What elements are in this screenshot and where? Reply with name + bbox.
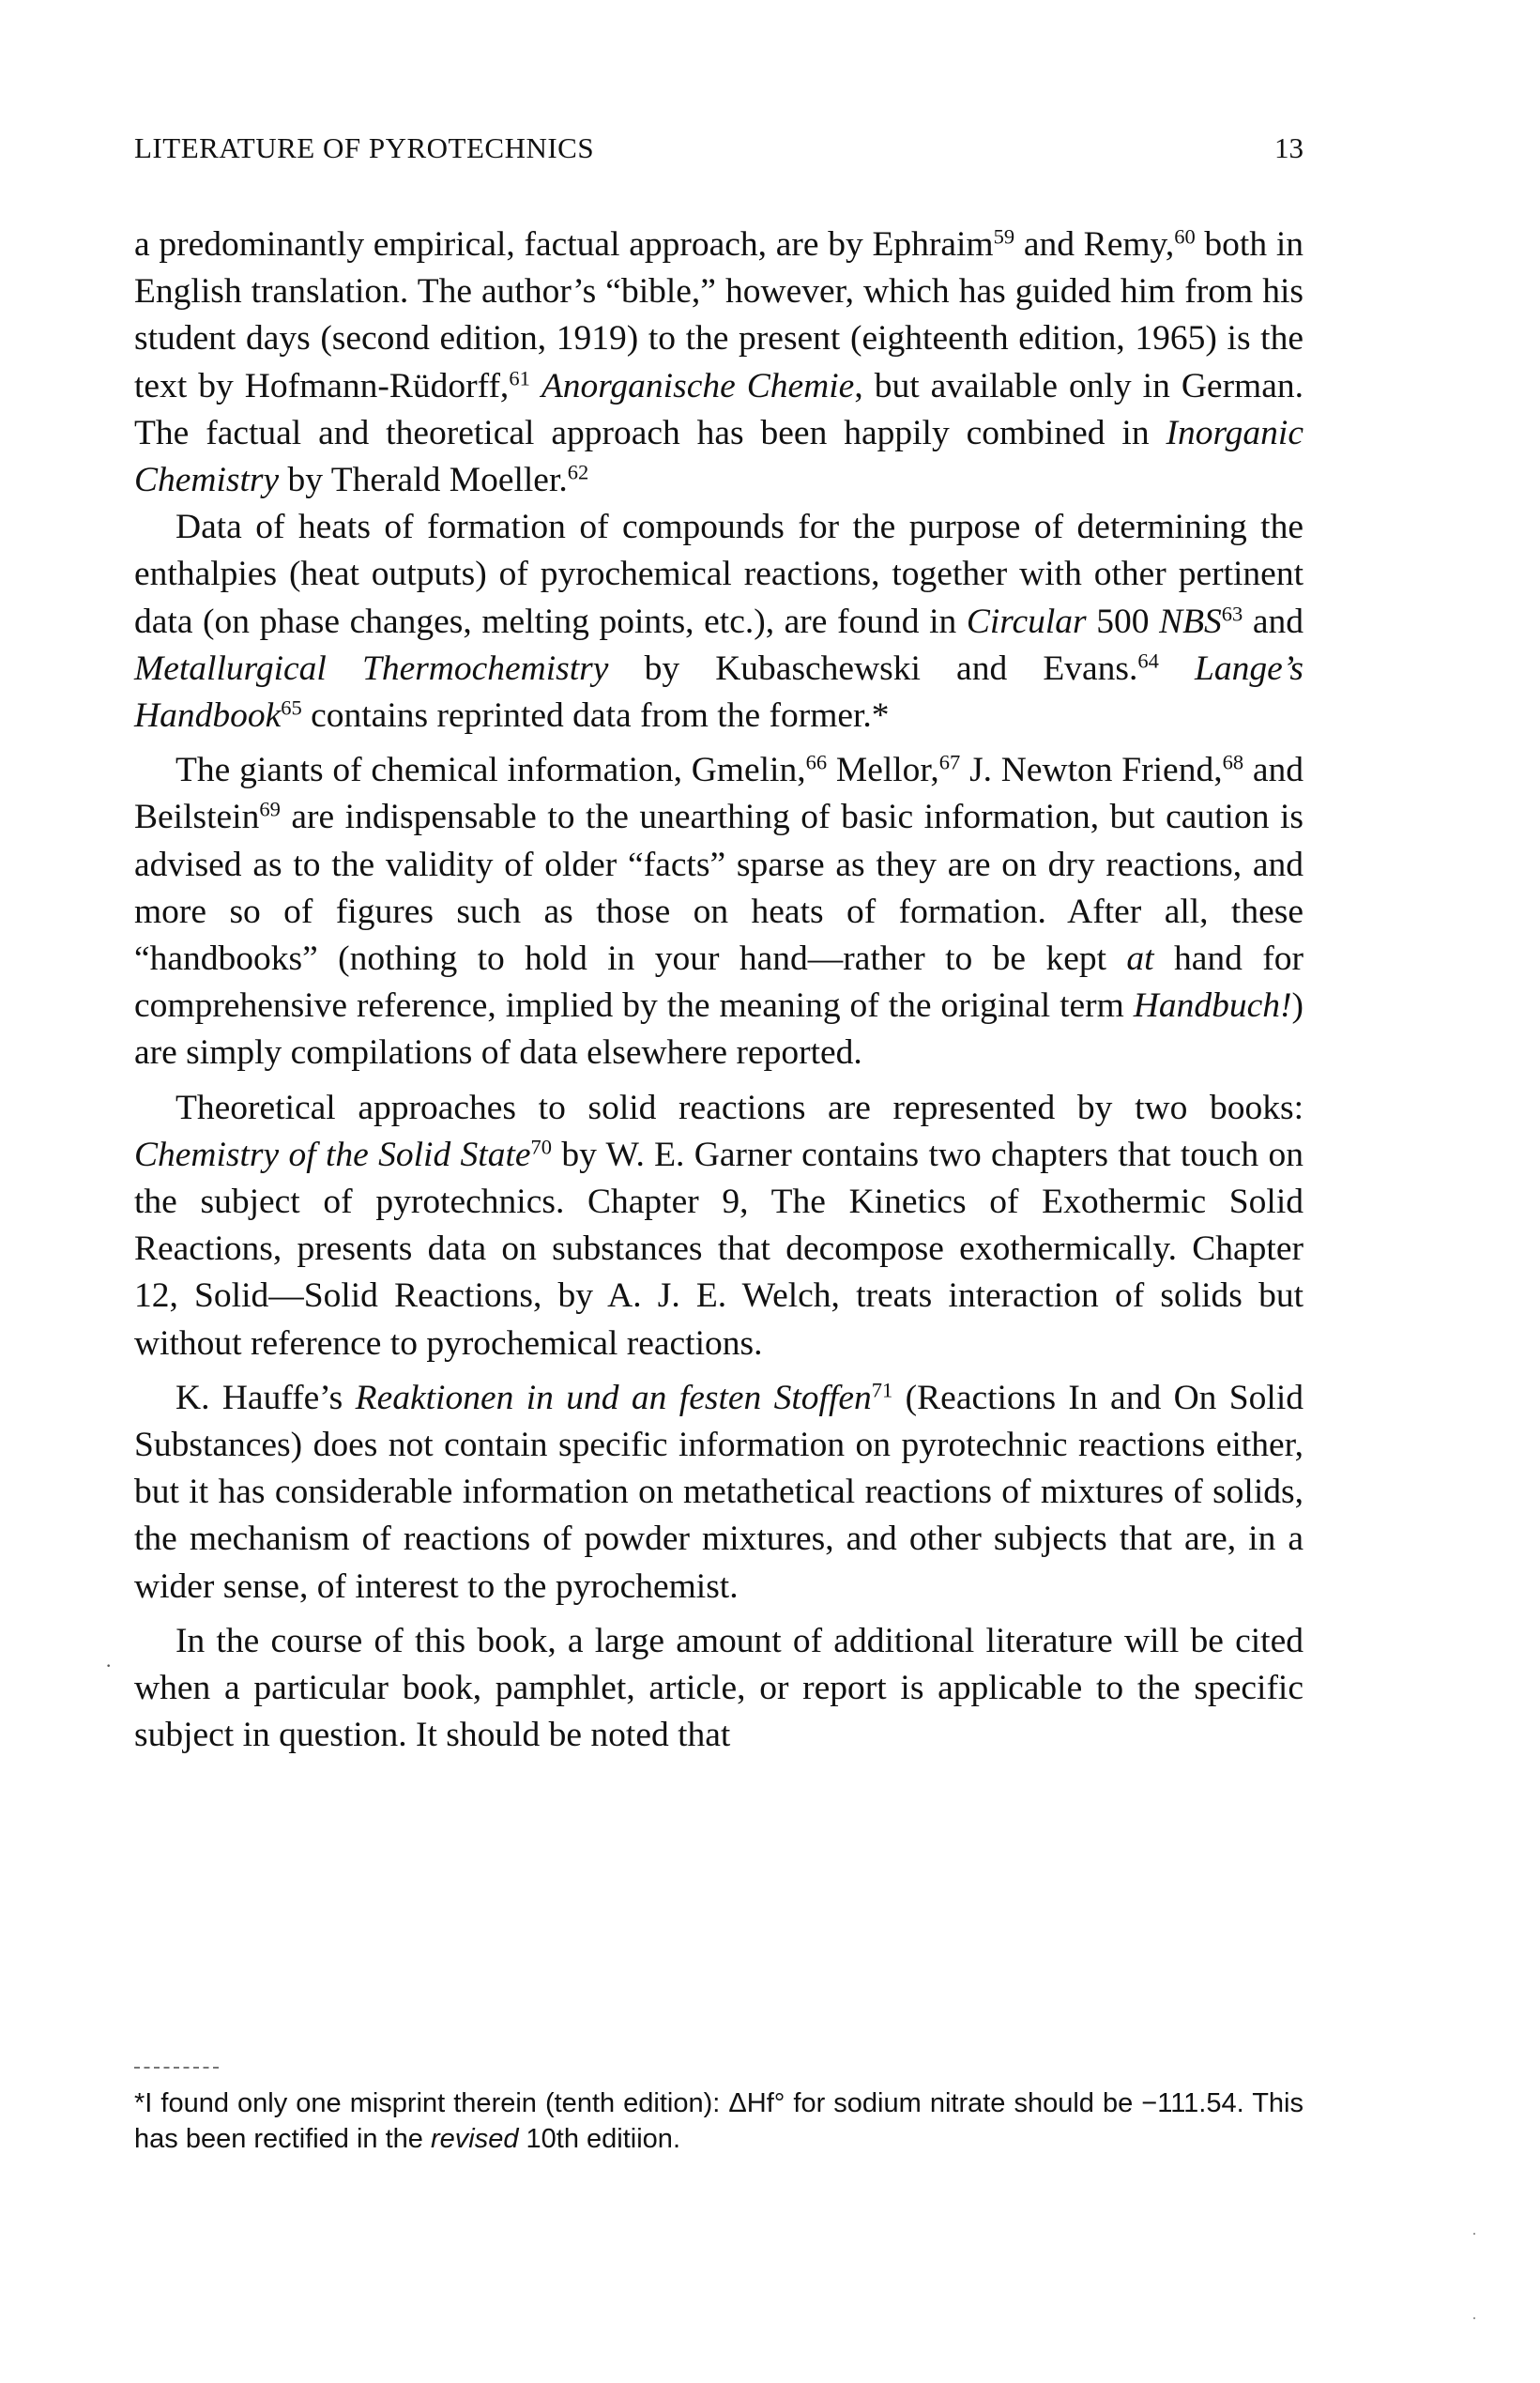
text-span: ) are simply compilations of data elsewhere reported. bbox=[134, 986, 1304, 1073]
reference-superscript: 66 bbox=[805, 750, 828, 774]
text-span: In the course of this book, a large amount of additional literature will be cited when a particular book, pamphlet, article, or report is applicable to the specific subject in question. It should be noted that bbox=[134, 1621, 1304, 1755]
text-span: are indispensable to the unearthing of basic information, but caution is advised as to the validity of older “facts” sparse as they are on dry reactions, and more so of figures such as those on heats of formation. After all, these “handbooks” (nothing to hold in your hand—rather to be kept bbox=[134, 798, 1304, 979]
margin-mark: · bbox=[105, 1654, 113, 1677]
emphasis: at bbox=[1126, 939, 1154, 979]
emphasis: revised bbox=[430, 2124, 519, 2154]
book-title: Chemistry of the Solid State bbox=[134, 1135, 531, 1174]
text-span: by Kubaschewski and Evans. bbox=[608, 649, 1138, 688]
book-title: Circular bbox=[966, 602, 1087, 641]
reference-superscript: 69 bbox=[259, 798, 281, 822]
reference-superscript: 61 bbox=[509, 366, 530, 390]
text-span: K. Hauffe’s bbox=[175, 1378, 356, 1417]
text-span: by Therald Moeller. bbox=[279, 461, 568, 500]
text-span: The giants of chemical information, Gmelin, bbox=[175, 751, 806, 790]
footnote-text: *I found only one misprint therein (tenth edition): ΔHf° for sodium nitrate should be −111.54. This has been rectified in the bbox=[134, 2088, 1304, 2154]
reference-superscript: 70 bbox=[530, 1135, 553, 1159]
text-span: contains reprinted data from the former.* bbox=[301, 696, 890, 736]
paragraph-1 bbox=[134, 221, 1304, 504]
text-span: and bbox=[1243, 602, 1304, 641]
paragraph-4 bbox=[134, 1085, 1304, 1367]
reference-superscript: 67 bbox=[938, 750, 961, 774]
reference-superscript: 68 bbox=[1222, 750, 1244, 774]
text-span: , but available only in German. The factual and theoretical approach has been happily combined in bbox=[134, 366, 1304, 452]
scan-artifact: · bbox=[1471, 2224, 1477, 2243]
book-title: NBS bbox=[1159, 602, 1222, 641]
book-title: Inorganic Chemistry bbox=[134, 413, 1304, 500]
emphasis: Handbuch! bbox=[1133, 986, 1292, 1026]
paragraph-6 bbox=[134, 1618, 1304, 1760]
book-title: Metallurgical Thermochemistry bbox=[134, 649, 609, 688]
text-span: a predominantly empirical, factual approach, are by Ephraim bbox=[134, 225, 994, 264]
text-span: J. Newton Friend, bbox=[960, 751, 1223, 790]
reference-superscript: 62 bbox=[567, 460, 589, 484]
page-number: 13 bbox=[1274, 131, 1304, 164]
footnote-text: 10th editiion. bbox=[518, 2124, 680, 2154]
text-span bbox=[1159, 649, 1195, 688]
text-span: Mellor, bbox=[827, 751, 939, 790]
text-span: by W. E. Garner contains two chapters that touch on the subject of pyrotechnics. Chapter 9, The Kinetics of Exothermic Solid Reactions, presents data on substances that decompose exothermically. Chapter 12, Solid—Solid Reactions, by A. J. E. Welch, treats interaction of solids but without reference to pyrochemical reactions. bbox=[134, 1135, 1304, 1363]
paragraph-3 bbox=[134, 747, 1304, 1077]
book-title: Anorganische Chemie bbox=[541, 366, 855, 405]
paragraph-5 bbox=[134, 1375, 1304, 1611]
book-title: Lange’s Handbook bbox=[134, 649, 1304, 736]
running-head: LITERATURE OF PYROTECHNICS bbox=[134, 131, 595, 164]
text-span: Theoretical approaches to solid reactions are represented by two books: bbox=[175, 1088, 1304, 1127]
footnote bbox=[134, 2085, 1304, 2157]
text-span: 500 bbox=[1086, 602, 1160, 641]
book-title: Reaktionen in und an festen Stoffen bbox=[355, 1378, 872, 1417]
scan-artifact: · bbox=[1471, 2309, 1477, 2328]
reference-superscript: 63 bbox=[1221, 602, 1243, 626]
reference-superscript: 71 bbox=[871, 1378, 893, 1402]
reference-superscript: 64 bbox=[1137, 649, 1159, 673]
text-span: and Remy, bbox=[1014, 225, 1175, 264]
text-span: both in English translation. The author’s “bible,” however, which has guided him from his student days (second edition, 1919) to the present (eighteenth edition, 1965) is the text by Hofmann-Rüdorff, bbox=[134, 225, 1304, 405]
reference-superscript: 60 bbox=[1174, 224, 1196, 249]
reference-superscript: 65 bbox=[281, 695, 302, 720]
text-span: (Reactions In and On Solid Substances) does not contain specific information on pyrotechnic reactions either, but it has considerable information on metathetical reactions of mixtures of solids, the mechanism of reactions of powder mixtures, and other subjects that are, in a wider sense, of interest to the pyrochemist. bbox=[134, 1378, 1304, 1606]
text-span: and Beilstein bbox=[134, 751, 1304, 837]
paragraph-2 bbox=[134, 504, 1304, 740]
text-span: Data of heats of formation of compounds for the purpose of determining the enthalpies (heat outputs) of pyrochemical reactions, together with other pertinent data (on phase changes, melting points, etc.), are found in bbox=[134, 508, 1304, 641]
footnote-rule bbox=[134, 2067, 219, 2069]
body-text bbox=[134, 221, 1304, 1760]
text-span bbox=[530, 367, 541, 405]
text-span: hand for comprehensive reference, implied by the meaning of the original term bbox=[134, 939, 1304, 1026]
reference-superscript: 59 bbox=[993, 224, 1015, 249]
